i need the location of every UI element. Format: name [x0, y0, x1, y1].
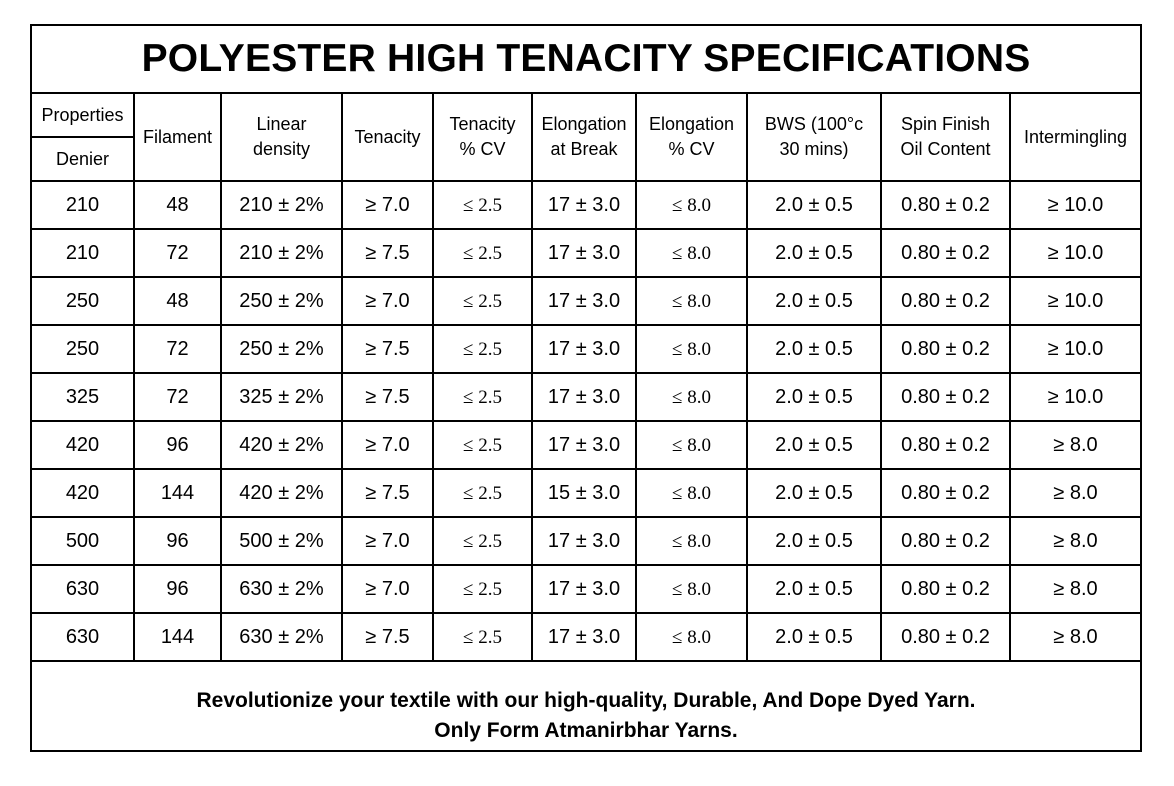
cell-linear-density: 210 ± 2%: [221, 181, 342, 229]
cell-tenacity-cv: ≤ 2.5: [433, 229, 532, 277]
cell-tenacity: ≥ 7.0: [342, 277, 433, 325]
cell-bws: 2.0 ± 0.5: [747, 613, 881, 661]
header-elongation-break: Elongation at Break: [532, 94, 636, 181]
footer-line-1: Revolutionize your textile with our high-quality, Durable, And Dope Dyed Yarn.: [196, 689, 976, 712]
cell-denier: 210: [32, 229, 134, 277]
cell-tenacity-cv: ≤ 2.5: [433, 517, 532, 565]
cell-elongation-cv: ≤ 8.0: [636, 277, 747, 325]
header-linear-density: Linear density: [221, 94, 342, 181]
cell-denier: 630: [32, 565, 134, 613]
cell-filament: 96: [134, 565, 221, 613]
cell-linear-density: 325 ± 2%: [221, 373, 342, 421]
cell-linear-density: 420 ± 2%: [221, 421, 342, 469]
table-row: [32, 373, 1140, 421]
header-tenacity: Tenacity: [342, 94, 433, 181]
cell-elongation-break: 17 ± 3.0: [532, 373, 636, 421]
cell-linear-density: 420 ± 2%: [221, 469, 342, 517]
cell-filament: 48: [134, 277, 221, 325]
cell-elongation-cv: ≤ 8.0: [636, 421, 747, 469]
cell-elongation-break: 17 ± 3.0: [532, 565, 636, 613]
cell-elongation-break: 17 ± 3.0: [532, 421, 636, 469]
cell-bws: 2.0 ± 0.5: [747, 325, 881, 373]
cell-intermingling: ≥ 10.0: [1010, 277, 1140, 325]
cell-tenacity: ≥ 7.5: [342, 373, 433, 421]
cell-tenacity-cv: ≤ 2.5: [433, 277, 532, 325]
cell-intermingling: ≥ 10.0: [1010, 325, 1140, 373]
cell-denier: 630: [32, 613, 134, 661]
cell-linear-density: 210 ± 2%: [221, 229, 342, 277]
cell-elongation-cv: ≤ 8.0: [636, 181, 747, 229]
cell-intermingling: ≥ 8.0: [1010, 517, 1140, 565]
cell-denier: 420: [32, 421, 134, 469]
cell-intermingling: ≥ 8.0: [1010, 421, 1140, 469]
cell-bws: 2.0 ± 0.5: [747, 373, 881, 421]
cell-spin-finish: 0.80 ± 0.2: [881, 277, 1010, 325]
cell-filament: 144: [134, 613, 221, 661]
cell-filament: 72: [134, 229, 221, 277]
table-row: [32, 277, 1140, 325]
cell-bws: 2.0 ± 0.5: [747, 421, 881, 469]
cell-tenacity: ≥ 7.0: [342, 517, 433, 565]
cell-spin-finish: 0.80 ± 0.2: [881, 181, 1010, 229]
cell-bws: 2.0 ± 0.5: [747, 277, 881, 325]
header-spin-finish: Spin Finish Oil Content: [881, 94, 1010, 181]
cell-elongation-cv: ≤ 8.0: [636, 469, 747, 517]
cell-tenacity-cv: ≤ 2.5: [433, 469, 532, 517]
cell-denier: 250: [32, 277, 134, 325]
cell-linear-density: 250 ± 2%: [221, 277, 342, 325]
cell-spin-finish: 0.80 ± 0.2: [881, 421, 1010, 469]
page-title: POLYESTER HIGH TENACITY SPECIFICATIONS: [141, 37, 1031, 80]
table-row: [32, 325, 1140, 373]
cell-tenacity-cv: ≤ 2.5: [433, 325, 532, 373]
cell-bws: 2.0 ± 0.5: [747, 229, 881, 277]
cell-intermingling: ≥ 8.0: [1010, 613, 1140, 661]
cell-linear-density: 630 ± 2%: [221, 565, 342, 613]
cell-denier: 210: [32, 181, 134, 229]
cell-elongation-cv: ≤ 8.0: [636, 517, 747, 565]
table-row: [32, 229, 1140, 277]
footer-tagline: [32, 682, 1140, 750]
cell-spin-finish: 0.80 ± 0.2: [881, 517, 1010, 565]
cell-spin-finish: 0.80 ± 0.2: [881, 373, 1010, 421]
cell-elongation-break: 17 ± 3.0: [532, 517, 636, 565]
cell-elongation-break: 17 ± 3.0: [532, 613, 636, 661]
cell-elongation-cv: ≤ 8.0: [636, 613, 747, 661]
cell-filament: 144: [134, 469, 221, 517]
cell-filament: 48: [134, 181, 221, 229]
cell-spin-finish: 0.80 ± 0.2: [881, 469, 1010, 517]
header-elongation-cv: Elongation % CV: [636, 94, 747, 181]
cell-spin-finish: 0.80 ± 0.2: [881, 229, 1010, 277]
cell-intermingling: ≥ 10.0: [1010, 181, 1140, 229]
table-row: [32, 421, 1140, 469]
cell-elongation-cv: ≤ 8.0: [636, 565, 747, 613]
header-properties: Properties: [32, 94, 134, 137]
table-row: [32, 565, 1140, 613]
cell-elongation-break: 17 ± 3.0: [532, 229, 636, 277]
spec-table: [32, 94, 1140, 662]
cell-spin-finish: 0.80 ± 0.2: [881, 613, 1010, 661]
cell-bws: 2.0 ± 0.5: [747, 517, 881, 565]
cell-intermingling: ≥ 10.0: [1010, 229, 1140, 277]
header-bws: BWS (100°c 30 mins): [747, 94, 881, 181]
cell-elongation-break: 17 ± 3.0: [532, 277, 636, 325]
cell-bws: 2.0 ± 0.5: [747, 181, 881, 229]
table-row: [32, 613, 1140, 661]
cell-elongation-break: 17 ± 3.0: [532, 181, 636, 229]
cell-elongation-break: 15 ± 3.0: [532, 469, 636, 517]
header-intermingling: Intermingling: [1010, 94, 1140, 181]
cell-linear-density: 500 ± 2%: [221, 517, 342, 565]
cell-bws: 2.0 ± 0.5: [747, 469, 881, 517]
cell-tenacity: ≥ 7.5: [342, 325, 433, 373]
cell-tenacity: ≥ 7.5: [342, 613, 433, 661]
cell-tenacity: ≥ 7.0: [342, 421, 433, 469]
cell-spin-finish: 0.80 ± 0.2: [881, 565, 1010, 613]
cell-elongation-cv: ≤ 8.0: [636, 229, 747, 277]
table-row: [32, 469, 1140, 517]
header-tenacity-cv: Tenacity % CV: [433, 94, 532, 181]
cell-filament: 96: [134, 421, 221, 469]
cell-elongation-break: 17 ± 3.0: [532, 325, 636, 373]
cell-intermingling: ≥ 8.0: [1010, 469, 1140, 517]
cell-tenacity: ≥ 7.0: [342, 181, 433, 229]
cell-intermingling: ≥ 10.0: [1010, 373, 1140, 421]
cell-filament: 72: [134, 325, 221, 373]
cell-tenacity-cv: ≤ 2.5: [433, 613, 532, 661]
cell-denier: 420: [32, 469, 134, 517]
cell-bws: 2.0 ± 0.5: [747, 565, 881, 613]
cell-filament: 96: [134, 517, 221, 565]
table-row: [32, 517, 1140, 565]
cell-denier: 500: [32, 517, 134, 565]
title-bar: [32, 26, 1140, 94]
cell-filament: 72: [134, 373, 221, 421]
header-denier: Denier: [32, 137, 134, 181]
cell-linear-density: 630 ± 2%: [221, 613, 342, 661]
cell-tenacity-cv: ≤ 2.5: [433, 181, 532, 229]
cell-elongation-cv: ≤ 8.0: [636, 373, 747, 421]
footer-line-2: Only Form Atmanirbhar Yarns.: [434, 719, 738, 742]
cell-intermingling: ≥ 8.0: [1010, 565, 1140, 613]
cell-spin-finish: 0.80 ± 0.2: [881, 325, 1010, 373]
cell-tenacity: ≥ 7.5: [342, 229, 433, 277]
cell-denier: 325: [32, 373, 134, 421]
cell-tenacity-cv: ≤ 2.5: [433, 373, 532, 421]
cell-tenacity-cv: ≤ 2.5: [433, 421, 532, 469]
table-row: [32, 181, 1140, 229]
cell-elongation-cv: ≤ 8.0: [636, 325, 747, 373]
spec-table-body: [32, 181, 1140, 661]
cell-denier: 250: [32, 325, 134, 373]
cell-tenacity-cv: ≤ 2.5: [433, 565, 532, 613]
cell-tenacity: ≥ 7.0: [342, 565, 433, 613]
header-filament: Filament: [134, 94, 221, 181]
cell-tenacity: ≥ 7.5: [342, 469, 433, 517]
spec-sheet: [30, 24, 1142, 752]
cell-linear-density: 250 ± 2%: [221, 325, 342, 373]
